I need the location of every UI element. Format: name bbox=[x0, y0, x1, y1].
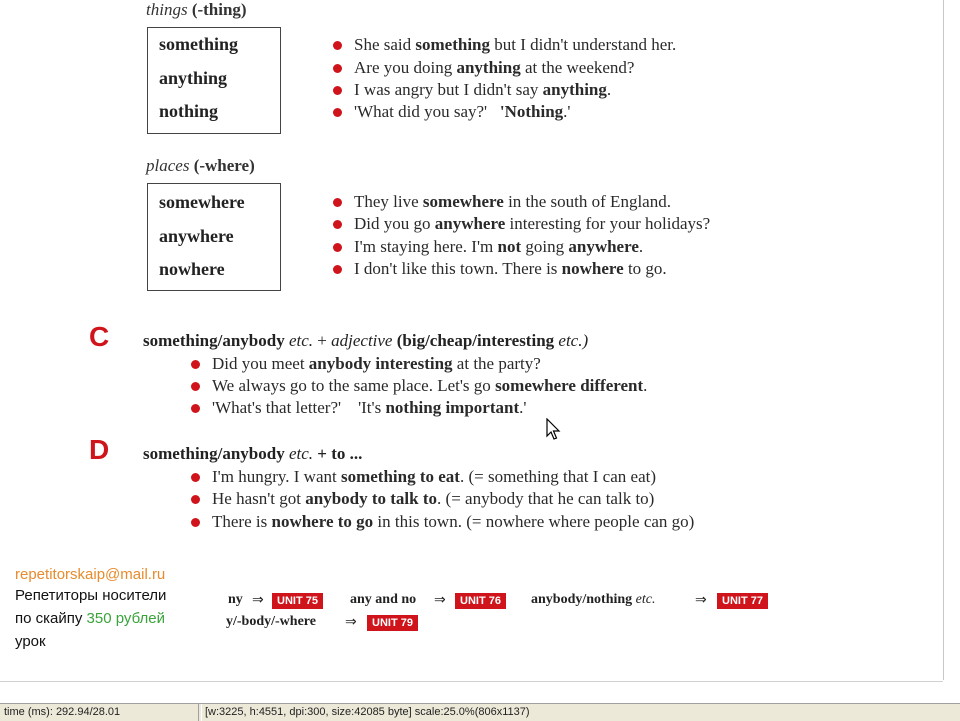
places-label: places bbox=[146, 156, 190, 175]
status-image-info: [w:3225, h:4551, dpi:300, size:42085 byte] scale:25.0%(806x1137) bbox=[205, 706, 530, 718]
xref-any-and-no: any and no bbox=[350, 592, 417, 607]
arrow-cursor-icon bbox=[546, 418, 562, 442]
xref-arrow-1: ⇒ bbox=[252, 593, 264, 608]
word-anything: anything bbox=[159, 68, 228, 88]
xref-any-text: ny bbox=[228, 592, 243, 607]
word-something: something bbox=[159, 34, 239, 54]
section-c-heading bbox=[143, 331, 588, 351]
things-example-3: I was angry but I didn't say anything. bbox=[354, 80, 612, 99]
ad-line-2 bbox=[15, 610, 165, 627]
section-c-heading-examples: (big/cheap/interesting bbox=[396, 331, 555, 350]
section-c-letter: C bbox=[89, 321, 110, 352]
things-example-2: Are you doing anything at the weekend? bbox=[354, 58, 635, 77]
section-c-example-3: 'What's that letter?' 'It's nothing important.' bbox=[212, 398, 527, 417]
section-d-example-3: There is nowhere to go in this town. (= nowhere where people can go) bbox=[212, 512, 695, 531]
unit-79-badge[interactable]: UNIT 79 bbox=[367, 615, 418, 631]
places-example-2: Did you go anywhere interesting for your holidays? bbox=[354, 214, 711, 233]
page-edge-divider bbox=[943, 0, 944, 680]
xref-arrow-2: ⇒ bbox=[434, 593, 446, 608]
places-suffix: (-where) bbox=[193, 156, 255, 175]
places-word-box bbox=[147, 183, 281, 291]
section-d-example-2: He hasn't got anybody to talk to. (= anybody that he can talk to) bbox=[212, 489, 655, 508]
status-time: time (ms): 292.94/28.01 bbox=[4, 706, 121, 718]
ad-line-1: Репетиторы носители bbox=[15, 587, 167, 604]
things-section-label bbox=[146, 0, 247, 20]
tutor-ad-overlay bbox=[0, 560, 225, 668]
xref-arrow-3: ⇒ bbox=[695, 593, 707, 608]
section-c-heading-main: something/anybody bbox=[143, 331, 285, 350]
section-c-heading-etc2: etc.) bbox=[558, 331, 589, 350]
things-word-box bbox=[147, 27, 281, 134]
page-bottom-divider bbox=[0, 681, 943, 682]
unit-75-badge[interactable]: UNIT 75 bbox=[272, 593, 323, 609]
status-divider bbox=[198, 704, 202, 721]
section-d-letter: D bbox=[89, 434, 110, 465]
section-c-example-1: Did you meet anybody interesting at the party? bbox=[212, 354, 541, 373]
unit-76-badge[interactable]: UNIT 76 bbox=[455, 593, 506, 609]
unit-77-badge[interactable]: UNIT 77 bbox=[717, 593, 768, 609]
things-example-4: 'What did you say?' 'Nothing.' bbox=[354, 102, 571, 121]
ad-price: 350 рублей bbox=[86, 610, 165, 627]
places-example-4: I don't like this town. There is nowhere to go. bbox=[354, 259, 667, 278]
section-c-example-2: We always go to the same place. Let's go somewhere different. bbox=[212, 376, 648, 395]
section-c-heading-etc: etc. bbox=[288, 331, 314, 350]
things-example-1: She said something but I didn't understand her. bbox=[354, 35, 677, 54]
places-example-1: They live somewhere in the south of England. bbox=[354, 192, 671, 211]
xref-anybody-nothing-etc: etc. bbox=[635, 592, 656, 607]
xref-anybody-nothing-label: anybody/nothing bbox=[531, 592, 633, 607]
section-c-heading-adjective: adjective bbox=[331, 331, 393, 350]
places-example-3: I'm staying here. I'm not going anywhere. bbox=[354, 237, 644, 256]
ad-line-2-text: по скайпу bbox=[15, 610, 87, 627]
ad-email[interactable]: repetitorskaip@mail.ru bbox=[15, 566, 166, 583]
word-somewhere: somewhere bbox=[159, 192, 245, 212]
section-d-heading bbox=[143, 444, 362, 464]
things-label: things bbox=[146, 0, 188, 19]
status-bar bbox=[0, 703, 960, 721]
places-section-label bbox=[146, 156, 255, 176]
section-c-heading-plus: + bbox=[317, 331, 327, 350]
things-suffix: (-thing) bbox=[191, 0, 247, 19]
xref-anybody-nothing bbox=[531, 592, 656, 608]
xref-arrow-4: ⇒ bbox=[345, 615, 357, 630]
word-nothing: nothing bbox=[159, 101, 219, 121]
ad-line-3: урок bbox=[15, 633, 46, 650]
section-d-heading-etc: etc. bbox=[288, 444, 314, 463]
section-d-example-1: I'm hungry. I want something to eat. (= something that I can eat) bbox=[212, 467, 657, 486]
section-d-heading-main: something/anybody bbox=[143, 444, 285, 463]
word-anywhere: anywhere bbox=[159, 226, 234, 246]
word-nowhere: nowhere bbox=[159, 259, 225, 279]
section-d-heading-rest: + to ... bbox=[317, 444, 363, 463]
xref-body-where: y/-body/-where bbox=[226, 614, 316, 629]
